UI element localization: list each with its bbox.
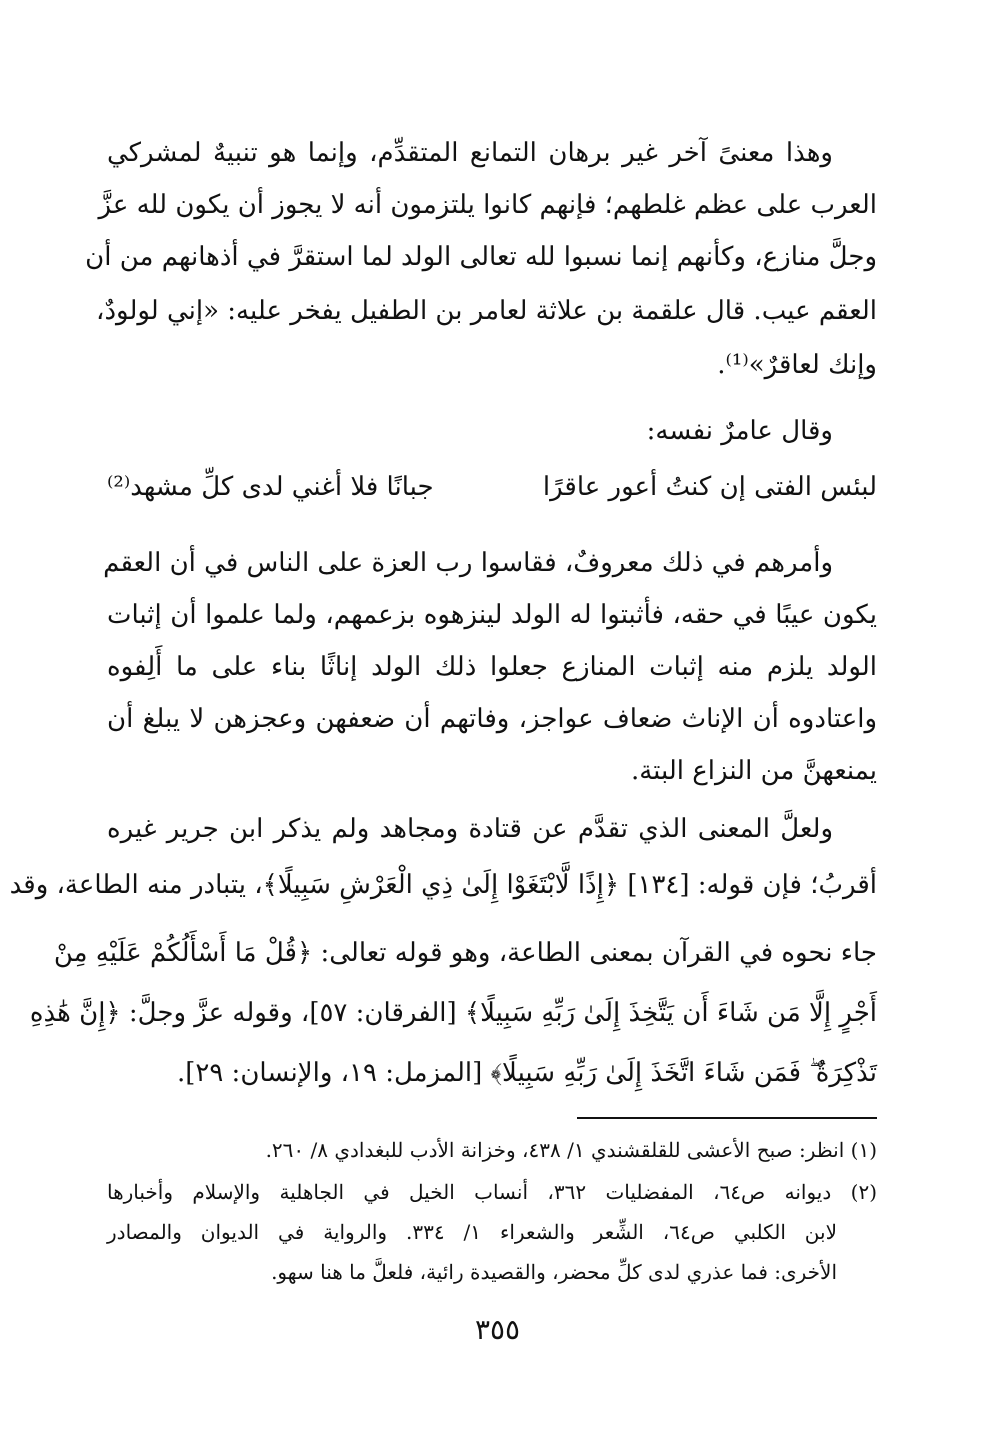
body-line: يكون عيبًا في حقه، فأثبتوا له الولد لينزهوه بزعمهم، ولما علموا أن إثبات	[107, 600, 877, 630]
verse-first-hemistich: لبئس الفتى إن كنتُ أعور عاقرًا	[542, 472, 877, 502]
body-line: واعتادوه أن الإناث ضعاف عواجز، وفاتهم أن ضعفهن وعجزهن لا يبلغ أن	[107, 704, 877, 734]
footnote-line: (١) انظر: صبح الأعشى للقلقشندي ١/ ٤٣٨، وخزانة الأدب للبغدادي ٨/ ٢٦٠.	[265, 1138, 877, 1162]
verse-second-hemistich: جبانًا فلا أغني لدى كلِّ مشهد⁽²⁾	[107, 472, 434, 502]
body-line: العرب على عظم غلطهم؛ فإنهم كانوا يلتزمون أنه لا يجوز أن يكون لله عزَّ	[98, 190, 877, 220]
page-number: ٣٥٥	[474, 1313, 521, 1346]
body-line: وقال عامرٌ نفسه:	[646, 416, 833, 446]
body-line: الولد يلزم منه إثبات المنازع جعلوا ذلك الولد إناثًا بناء على ما أَلِفوه	[107, 652, 877, 682]
body-line: أقربُ؛ فإن قوله: [١٣٤] ﴿إِذًا لَّابْتَغَوْا إِلَىٰ ذِي الْعَرْشِ سَبِيلًا﴾، يتبادر منه الطاعة، وقد	[9, 870, 877, 900]
body-line: وإنك لعاقرٌ»⁽¹⁾.	[717, 350, 877, 380]
body-line: تَذْكِرَةٌ ۖ فَمَن شَاءَ اتَّخَذَ إِلَىٰ رَبِّهِ سَبِيلًا﴾ [المزمل: ١٩، والإنسان: ٢٩].	[176, 1058, 877, 1088]
poetry-verse	[107, 458, 877, 516]
body-line: جاء نحوه في القرآن بمعنى الطاعة، وهو قوله تعالى: ﴿قُلْ مَا أَسْأَلُكُمْ عَلَيْهِ مِنْ	[53, 938, 877, 968]
body-line: ولعلَّ المعنى الذي تقدَّم عن قتادة ومجاهد ولم يذكر ابن جرير غيره	[107, 814, 833, 844]
footnote-line: الأخرى: فما عذري لدى كلِّ محضر، والقصيدة رائية، فلعلَّ ما هنا سهو.	[271, 1260, 837, 1284]
footnote-line: لابن الكلبي ص٦٤، الشِّعر والشعراء ١/ ٣٣٤. والرواية في الديوان والمصادر	[107, 1220, 838, 1244]
footnote-separator	[577, 1117, 877, 1119]
body-line: وجلَّ منازع، وكأنهم إنما نسبوا لله تعالى الولد لما استقرَّ في أذهانهم من أن	[85, 242, 877, 272]
body-line: يمنعهنَّ من النزاع البتة.	[630, 756, 877, 786]
footnote-line: (٢) ديوانه ص٦٤، المفضليات ٣٦٢، أنساب الخيل في الجاهلية والإسلام وأخبارها	[107, 1180, 877, 1204]
body-line: أَجْرٍ إِلَّا مَن شَاءَ أَن يَتَّخِذَ إِلَىٰ رَبِّهِ سَبِيلًا﴾ [الفرقان: ٥٧]، وقوله عزَّ وجلَّ: ﴿إِنَّ هَٰذِهِ	[29, 998, 877, 1028]
body-line: وأمرهم في ذلك معروفٌ، فقاسوا رب العزة على الناس في أن العقم	[103, 548, 833, 578]
body-line: وهذا معنىً آخر غير برهان التمانع المتقدِّم، وإنما هو تنبيهٌ لمشركي	[107, 138, 833, 168]
body-line: العقم عيب. قال علقمة بن علاثة لعامر بن الطفيل يفخر عليه: «إني لولودٌ،	[96, 296, 877, 326]
